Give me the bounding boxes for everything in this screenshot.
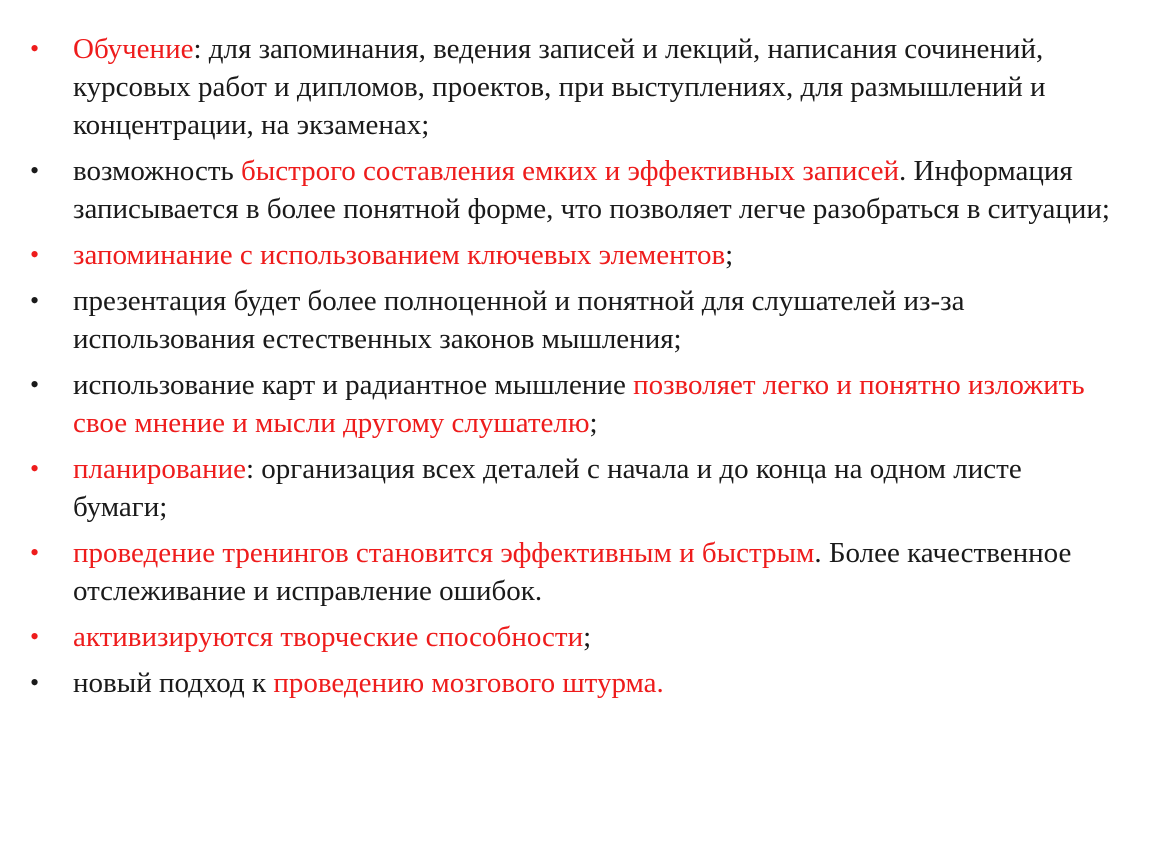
highlighted-text: проведение тренингов становится эффективным и быстрым — [73, 537, 815, 569]
text-segment: новый подход к — [73, 667, 274, 699]
list-item — [30, 664, 1120, 702]
item-text — [73, 33, 1046, 141]
text-segment: возможность — [73, 155, 241, 187]
highlighted-text: быстрого составления емких и эффективных записей — [240, 155, 900, 187]
highlighted-text: планирование — [73, 453, 246, 485]
highlighted-text: проведению мозгового штурма. — [273, 667, 664, 699]
list-item — [30, 152, 1120, 228]
list-item — [30, 366, 1120, 442]
text-segment: . Более качественное отслеживание и исправление ошибок. — [73, 537, 1072, 607]
text-segment: : для запоминания, ведения записей и лекций, написания сочинений, курсовых работ и дипломов, проектов, при выступлениях, для размышлений и концентрации, на экзаменах; — [73, 33, 1046, 141]
highlighted-text: позволяет легко и понятно изложить свое мнение и мысли другому слушателю — [73, 369, 1085, 439]
list-item — [30, 30, 1120, 144]
list-item — [30, 282, 1120, 358]
list-item — [30, 450, 1120, 526]
list-item — [30, 534, 1120, 610]
item-text — [73, 537, 1071, 607]
bullet-icon: • — [30, 538, 40, 567]
item-text — [73, 155, 1110, 225]
text-segment: . Информация записывается в более понятной форме, что позволяет легче разобраться в ситуации; — [73, 155, 1110, 225]
text-segment: : организация всех деталей с начала и до конца на одном листе бумаги; — [73, 453, 1022, 523]
bullet-icon: • — [30, 370, 40, 399]
text-segment: использование карт и радиантное мышление — [73, 369, 634, 401]
text-segment: ; — [725, 239, 734, 271]
item-text — [73, 667, 664, 699]
item-text — [73, 453, 1022, 523]
list-item — [30, 236, 1120, 274]
item-text — [73, 285, 965, 355]
text-segment: презентация будет более полноценной и понятной для слушателей из-за использования естественных законов мышления; — [73, 285, 965, 355]
bullet-icon: • — [30, 454, 40, 483]
bullet-icon: • — [30, 240, 40, 269]
bullet-icon: • — [30, 668, 40, 697]
item-text — [73, 239, 733, 271]
list-item — [30, 618, 1120, 656]
bullet-icon: • — [30, 622, 40, 651]
highlighted-text: Обучение — [73, 33, 194, 65]
item-text — [73, 621, 591, 653]
bullet-icon: • — [30, 156, 40, 185]
highlighted-text: запоминание с использованием ключевых элементов — [73, 239, 726, 271]
bullet-icon: • — [30, 34, 40, 63]
text-segment: ; — [583, 621, 592, 653]
bullet-list — [30, 30, 1120, 710]
highlighted-text: активизируются творческие способности — [73, 621, 584, 653]
text-segment: ; — [589, 407, 598, 439]
bullet-icon: • — [30, 286, 40, 315]
item-text — [73, 369, 1085, 439]
